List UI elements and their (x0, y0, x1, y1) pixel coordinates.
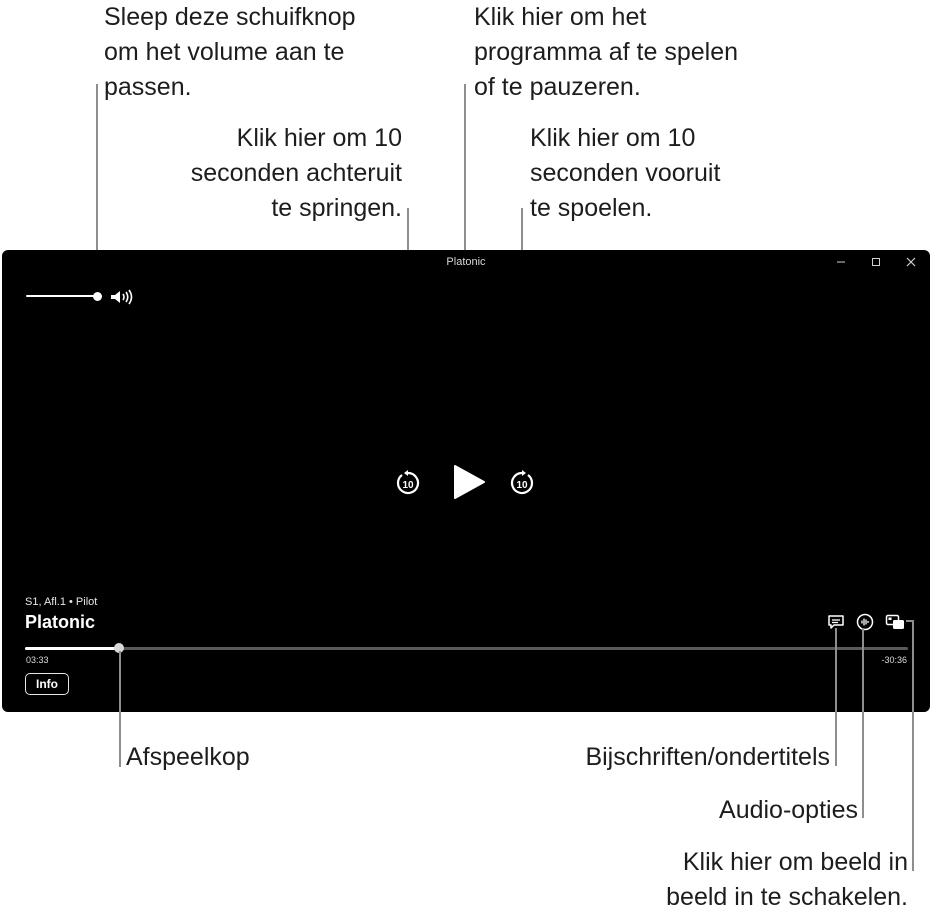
skip-back-icon[interactable] (395, 470, 421, 496)
callout-audio: Audio-opties (719, 796, 858, 824)
callout-playhead: Afspeelkop (126, 743, 250, 771)
progress-bar[interactable] (25, 647, 908, 650)
leader-pip (912, 621, 914, 871)
leader-audio (862, 628, 864, 818)
maximize-icon[interactable] (866, 253, 886, 271)
window-title: Platonic (446, 256, 486, 268)
callout-volume: Sleep deze schuifknop om het volume aan te passen. (104, 3, 356, 101)
leader-subtitles (835, 628, 837, 766)
skip-forward-label: 10 (516, 480, 528, 491)
progress-fill (25, 647, 119, 650)
callout-skip-forward: Klik hier om 10 seconden vooruit te spoelen. (530, 124, 721, 222)
picture-in-picture-icon[interactable] (885, 612, 905, 632)
minimize-icon[interactable] (831, 253, 851, 271)
skip-forward-icon[interactable] (509, 470, 535, 496)
callout-play-pause: Klik hier om het programma af te spelen of te pauzeren. (474, 3, 739, 101)
leader-volume (96, 84, 98, 270)
video-player-window (2, 250, 930, 712)
volume-slider-track[interactable] (26, 295, 98, 297)
close-icon[interactable] (901, 253, 921, 271)
skip-back-label: 10 (402, 480, 414, 491)
callout-skip-back: Klik hier om 10 seconden achteruit te springen. (190, 124, 402, 222)
remaining-time: -30:36 (881, 655, 907, 665)
info-button[interactable]: Info (25, 673, 69, 695)
leader-playhead (119, 651, 121, 767)
play-icon[interactable] (451, 463, 487, 501)
callout-pip: Klik hier om beeld in beeld in te schakelen. (666, 848, 908, 911)
leader-pip-hook (906, 620, 914, 622)
episode-title: Platonic (25, 612, 96, 632)
audio-options-icon[interactable] (855, 612, 875, 632)
callout-subtitles: Bijschriften/ondertitels (585, 743, 830, 771)
episode-subtitle: S1, Afl.1 • Pilot (25, 596, 98, 608)
speaker-icon[interactable] (109, 288, 135, 306)
volume-slider-knob[interactable] (93, 292, 102, 301)
elapsed-time: 03:33 (26, 655, 49, 665)
